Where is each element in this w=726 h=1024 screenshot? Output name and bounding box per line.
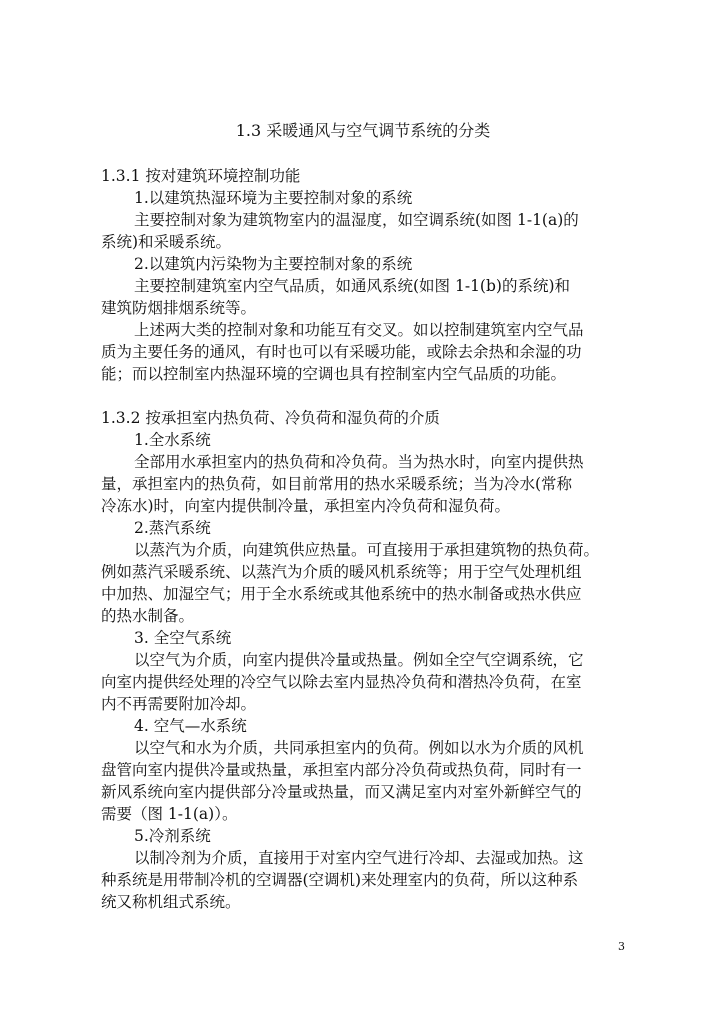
paragraph-line: 以空气为介质，向室内提供冷量或热量。例如全空气空调系统，它 [134,651,584,669]
item-heading: 4. 空气—水系统 [134,717,247,735]
paragraph-line: 上述两大类的控制对象和功能互有交叉。如以控制建筑室内空气品 [134,321,584,339]
paragraph-line: 盘管向室内提供冷量或热量，承担室内部分冷负荷或热负荷，同时有一 [101,761,582,779]
paragraph-line: 建筑防烟排烟系统等。 [101,299,257,317]
section-heading-1-3-1: 1.3.1 按对建筑环境控制功能 [101,167,301,185]
item-heading: 1.全水系统 [134,431,211,449]
item-heading: 5.冷剂系统 [134,827,211,845]
paragraph-line: 能；而以控制室内热湿环境的空调也具有控制室内空气品质的功能。 [101,365,567,383]
paragraph-line: 例如蒸汽采暖系统、以蒸汽为介质的暖风机系统等；用于空气处理机组 [101,563,582,581]
paragraph-line: 以空气和水为介质，共同承担室内的负荷。例如以水为介质的风机 [134,739,584,757]
paragraph-line: 向室内提供经处理的冷空气以除去室内显热冷负荷和潜热冷负荷，在室 [101,673,582,691]
paragraph-line: 需要（图 1-1(a)）。 [101,805,238,823]
paragraph-line: 冷冻水)时，向室内提供制冷量，承担室内冷负荷和湿负荷。 [101,497,511,515]
item-heading: 2.蒸汽系统 [134,519,211,537]
page-title: 1.3 采暖通风与空气调节系统的分类 [235,121,491,140]
paragraph-line: 质为主要任务的通风，有时也可以有采暖功能，或除去余热和余湿的功 [101,343,582,361]
item-heading: 2.以建筑内污染物为主要控制对象的系统 [134,255,413,273]
paragraph-line: 以制冷剂为介质，直接用于对室内空气进行冷却、去湿或加热。这 [134,849,584,867]
paragraph-line: 主要控制对象为建筑物室内的温湿度，如空调系统(如图 1-1(a)的 [134,211,579,229]
paragraph-line: 新风系统向室内提供部分冷量或热量，而又满足室内对室外新鲜空气的 [101,783,582,801]
page-number: 3 [618,940,625,953]
paragraph-line: 主要控制建筑室内空气品质，如通风系统(如图 1-1(b)的系统)和 [134,277,570,295]
paragraph-line: 内不再需要附加冷却。 [101,695,257,713]
paragraph-line: 全部用水承担室内的热负荷和冷负荷。当为热水时，向室内提供热 [134,453,584,471]
paragraph-line: 量，承担室内的热负荷，如目前常用的热水采暖系统；当为冷水(常称 [101,475,573,493]
item-heading: 1.以建筑热湿环境为主要控制对象的系统 [134,189,413,207]
paragraph-line: 中加热、加湿空气；用于全水系统或其他系统中的热水制备或热水供应 [101,585,582,603]
item-heading: 3. 全空气系统 [134,629,232,647]
paragraph-line: 的热水制备。 [101,607,195,625]
paragraph-line: 系统)和采暖系统。 [101,233,232,251]
paragraph-line: 统又称机组式系统。 [101,893,241,911]
paragraph-line: 种系统是用带制冷机的空调器(空调机)来处理室内的负荷，所以这种系 [101,871,579,889]
paragraph-line: 以蒸汽为介质，向建筑供应热量。可直接用于承担建筑物的热负荷。 [134,541,600,559]
section-heading-1-3-2: 1.3.2 按承担室内热负荷、冷负荷和湿负荷的介质 [101,409,440,427]
